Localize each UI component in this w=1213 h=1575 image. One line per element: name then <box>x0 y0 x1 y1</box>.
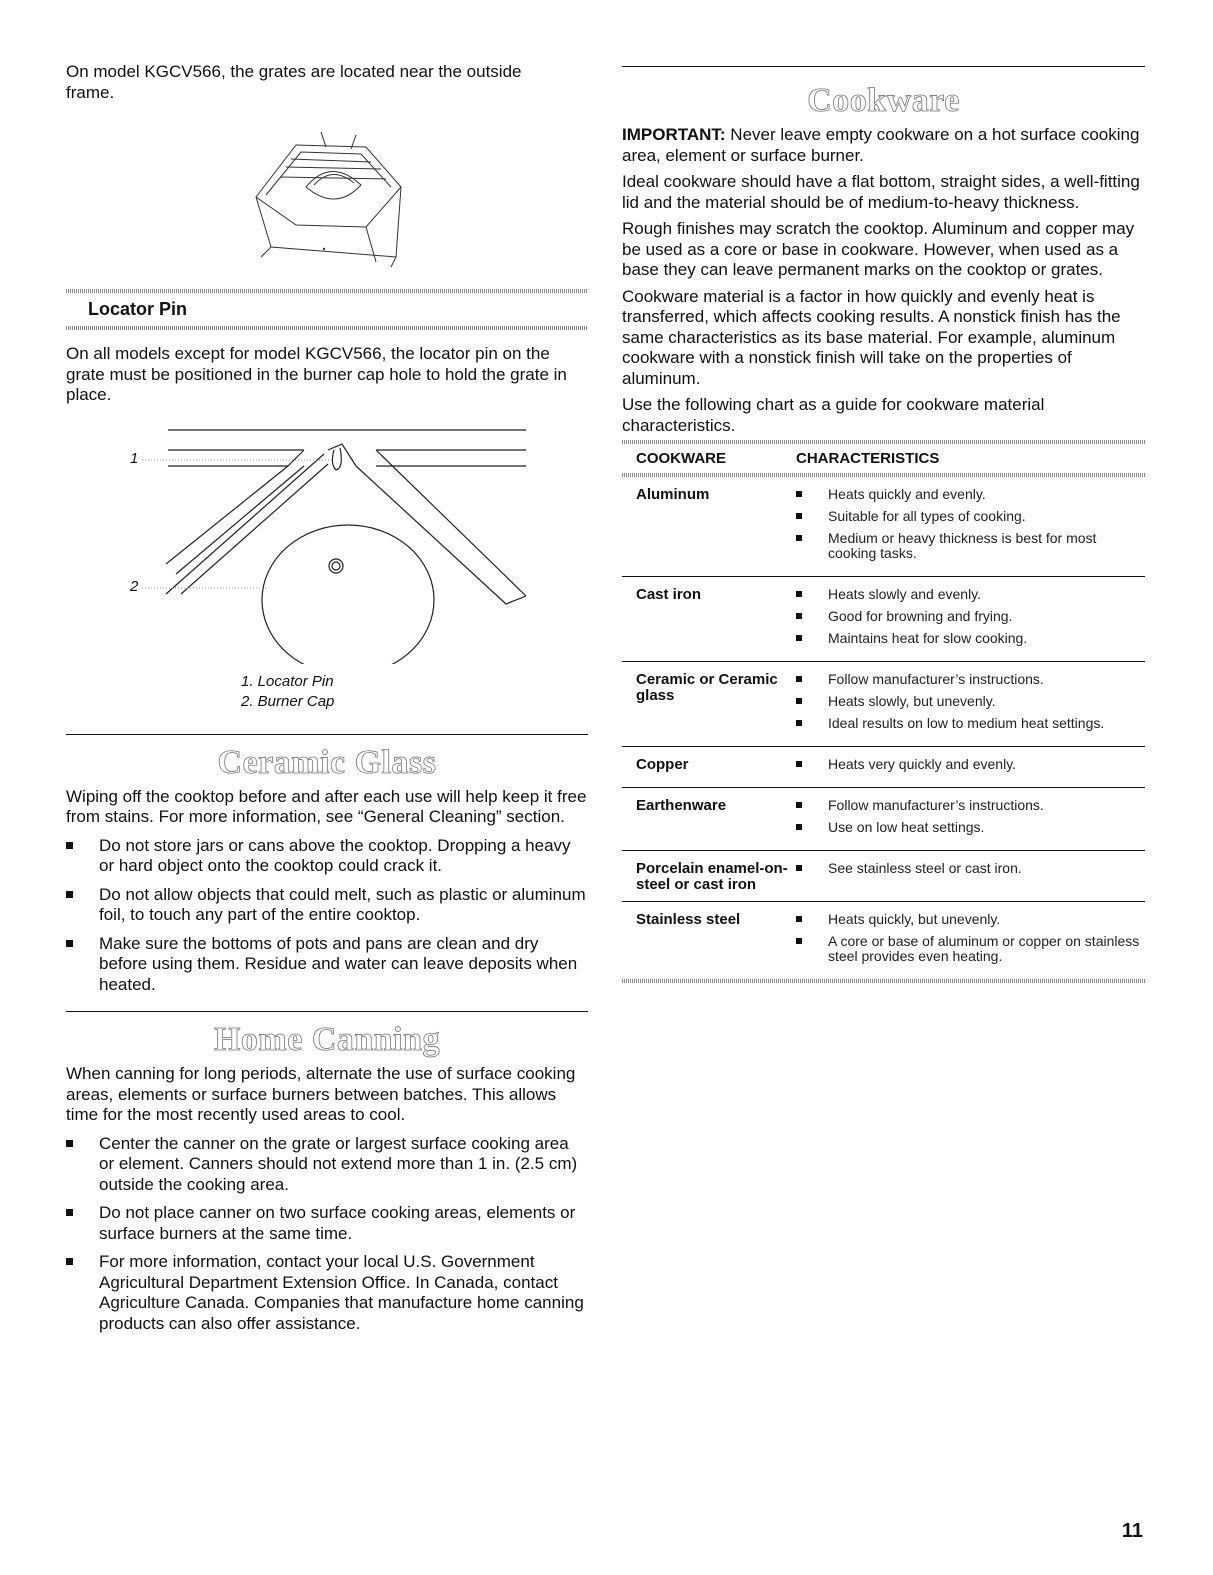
bullet-icon <box>796 613 802 619</box>
bullet-icon <box>66 842 73 849</box>
characteristic-text: Heats quickly, but unevenly. <box>828 911 1001 927</box>
page-number: 11 <box>1121 1520 1143 1542</box>
cookware-name: Stainless steel <box>636 911 741 928</box>
characteristic-text: Use on low heat settings. <box>828 819 985 835</box>
characteristic-text: Heats slowly, but unevenly. <box>828 693 996 709</box>
characteristic-text: Maintains heat for slow cooking. <box>828 630 1028 646</box>
characteristics-list <box>796 861 1145 893</box>
bullet-icon <box>66 1209 73 1216</box>
characteristics-list <box>796 672 1145 738</box>
characteristic-text: Good for browning and frying. <box>828 608 1013 624</box>
characteristics-list <box>796 487 1145 568</box>
bullet-icon <box>796 535 802 541</box>
ceramic-glass-title: Ceramic Glass <box>217 743 437 781</box>
column-header-characteristics: CHARACTERISTICS <box>796 450 940 467</box>
bullet-icon <box>796 676 802 682</box>
list-item <box>796 757 1145 772</box>
locator-pin-top-rule <box>66 289 588 293</box>
bullet-icon <box>796 513 802 519</box>
locator-pin-text: On all models except for model KGCV566, the locator pin on the grate must be positioned in the burner cap hole to hold the grate in place. <box>66 344 567 404</box>
bullet-icon <box>796 916 802 922</box>
bullet-icon <box>796 761 802 767</box>
home-canning-rule <box>66 1011 588 1012</box>
characteristic-text: A core or base of aluminum or copper on stainless steel provides even heating. <box>828 933 1140 964</box>
left-column <box>66 62 588 1334</box>
grates-intro-text: On model KGCV566, the grates are located near the outside frame. <box>66 62 522 102</box>
characteristic-text: Follow manufacturer’s instructions. <box>828 671 1044 687</box>
table-body <box>622 477 1145 979</box>
list-item <box>796 487 1145 502</box>
bullet-icon <box>796 635 802 641</box>
list-item: Make sure the bottoms of pots and pans are clean and dry before using them. Residue and water can leave deposits when heated. <box>66 934 588 996</box>
list-item: Do not allow objects that could melt, such as plastic or aluminum foil, to touch any part of the entire cooktop. <box>66 885 588 926</box>
list-item <box>796 798 1145 813</box>
characteristic-text: Heats slowly and evenly. <box>828 586 982 602</box>
characteristic-text: Follow manufacturer’s instructions. <box>828 797 1044 813</box>
list-item <box>796 912 1145 927</box>
callout-1-label: 1 <box>130 449 139 467</box>
list-item <box>796 531 1145 561</box>
cookware-paragraph: Ideal cookware should have a flat bottom, straight sides, a well-fitting lid and the material should be of medium-to-heavy thickness. <box>622 172 1140 212</box>
table-header <box>622 444 1145 473</box>
list-item: For more information, contact your local U.S. Government Agricultural Department Extension Office. In Canada, contact Agriculture Canada. Companies that manufacture home canning products can also offer assistance. <box>66 1252 588 1334</box>
list-item <box>796 672 1145 687</box>
cookware-important <box>622 125 1145 166</box>
bullet-icon <box>796 720 802 726</box>
important-label: IMPORTANT: <box>622 125 726 144</box>
cookware-name: Ceramic or Ceramic glass <box>636 671 778 704</box>
cookware-title: Cookware <box>807 82 960 119</box>
cookware-paragraph: Use the following chart as a guide for cookware material characteristics. <box>622 395 1045 435</box>
characteristics-list <box>796 757 1145 779</box>
callout-2-label: 2 <box>130 577 139 595</box>
list-item <box>796 587 1145 602</box>
list-item <box>796 820 1145 835</box>
list-item <box>796 509 1145 524</box>
list-item <box>796 716 1145 731</box>
characteristic-text: Ideal results on low to medium heat settings. <box>828 715 1105 731</box>
ceramic-glass-rule <box>66 734 588 735</box>
bullet-icon <box>796 591 802 597</box>
table-row <box>622 787 1145 850</box>
ceramic-glass-bullets <box>66 836 588 996</box>
list-item <box>796 631 1145 646</box>
column-header-cookware: COOKWARE <box>636 450 726 467</box>
table-row <box>622 477 1145 576</box>
home-canning-bullets <box>66 1134 588 1335</box>
list-item: Do not store jars or cans above the cooktop. Dropping a heavy or hard object onto the cooktop could crack it. <box>66 836 588 877</box>
characteristics-list <box>796 587 1145 653</box>
cookware-table <box>622 440 1145 983</box>
characteristic-text: Medium or heavy thickness is best for most cooking tasks. <box>828 530 1097 561</box>
cookware-name: Cast iron <box>636 586 702 603</box>
bullet-icon <box>796 865 802 871</box>
bullet-icon <box>66 891 73 898</box>
cookware-paragraph: Cookware material is a factor in how quickly and evenly heat is transferred, which affects cooking results. A nonstick finish has the same characteristics as its base material. For example, aluminum cookware with a nonstick finish will take on the properties of aluminum. <box>622 286 1121 388</box>
bullet-icon <box>796 938 802 944</box>
locator-pin-bottom-rule <box>66 326 588 330</box>
table-row <box>622 661 1145 746</box>
characteristic-text: See stainless steel or cast iron. <box>828 860 1022 876</box>
bullet-icon <box>796 698 802 704</box>
grate-illustration <box>66 117 588 267</box>
table-row <box>622 576 1145 661</box>
locator-pin-diagram <box>66 424 588 664</box>
right-column <box>622 62 1145 983</box>
table-bottom-rule <box>622 979 1145 983</box>
bullet-icon <box>796 824 802 830</box>
characteristic-text: Heats quickly and evenly. <box>828 486 986 502</box>
list-item: Do not place canner on two surface cooking areas, elements or surface burners at the same time. <box>66 1203 588 1244</box>
characteristic-text: Heats very quickly and evenly. <box>828 756 1017 772</box>
ceramic-glass-text: Wiping off the cooktop before and after each use will help keep it free from stains. For more information, see “General Cleaning” section. <box>66 786 587 826</box>
list-item <box>796 934 1145 964</box>
bullet-icon <box>66 940 73 947</box>
table-row <box>622 746 1145 787</box>
locator-pin-heading: Locator Pin <box>88 299 188 319</box>
cookware-name: Copper <box>636 756 689 773</box>
list-item: Center the canner on the grate or largest surface cooking area or element. Canners should not extend more than 1 in. (2.5 cm) outside the cooking area. <box>66 1134 588 1196</box>
list-item <box>796 861 1145 876</box>
bullet-icon <box>796 802 802 808</box>
characteristic-text: Suitable for all types of cooking. <box>828 508 1026 524</box>
cookware-name: Aluminum <box>636 486 710 503</box>
list-item <box>796 609 1145 624</box>
characteristics-list <box>796 798 1145 842</box>
important-text: Never leave empty cookware on a hot surface cooking area, element or surface burner. <box>622 125 1140 165</box>
characteristics-list <box>796 912 1145 971</box>
bullet-icon <box>796 491 802 497</box>
table-row <box>622 850 1145 901</box>
cookware-name: Earthenware <box>636 797 727 814</box>
home-canning-title: Home Canning <box>213 1021 441 1058</box>
home-canning-text: When canning for long periods, alternate the use of surface cooking areas, elements or surface burners between batches. This allows time for the most recently used areas to cool. <box>66 1064 576 1124</box>
caption-locator-pin: 1. Locator Pin <box>241 672 334 690</box>
cookware-paragraph: Rough finishes may scratch the cooktop. Aluminum and copper may be used as a core or base in cookware. However, when used as a base they can leave permanent marks on the cooktop or grates. <box>622 219 1135 279</box>
caption-burner-cap: 2. Burner Cap <box>241 692 335 710</box>
list-item <box>796 694 1145 709</box>
cookware-rule <box>622 66 1145 67</box>
bullet-icon <box>66 1258 73 1265</box>
bullet-icon <box>66 1140 73 1147</box>
cookware-name: Porcelain enamel-on-steel or cast iron <box>636 860 788 893</box>
table-row <box>622 901 1145 979</box>
